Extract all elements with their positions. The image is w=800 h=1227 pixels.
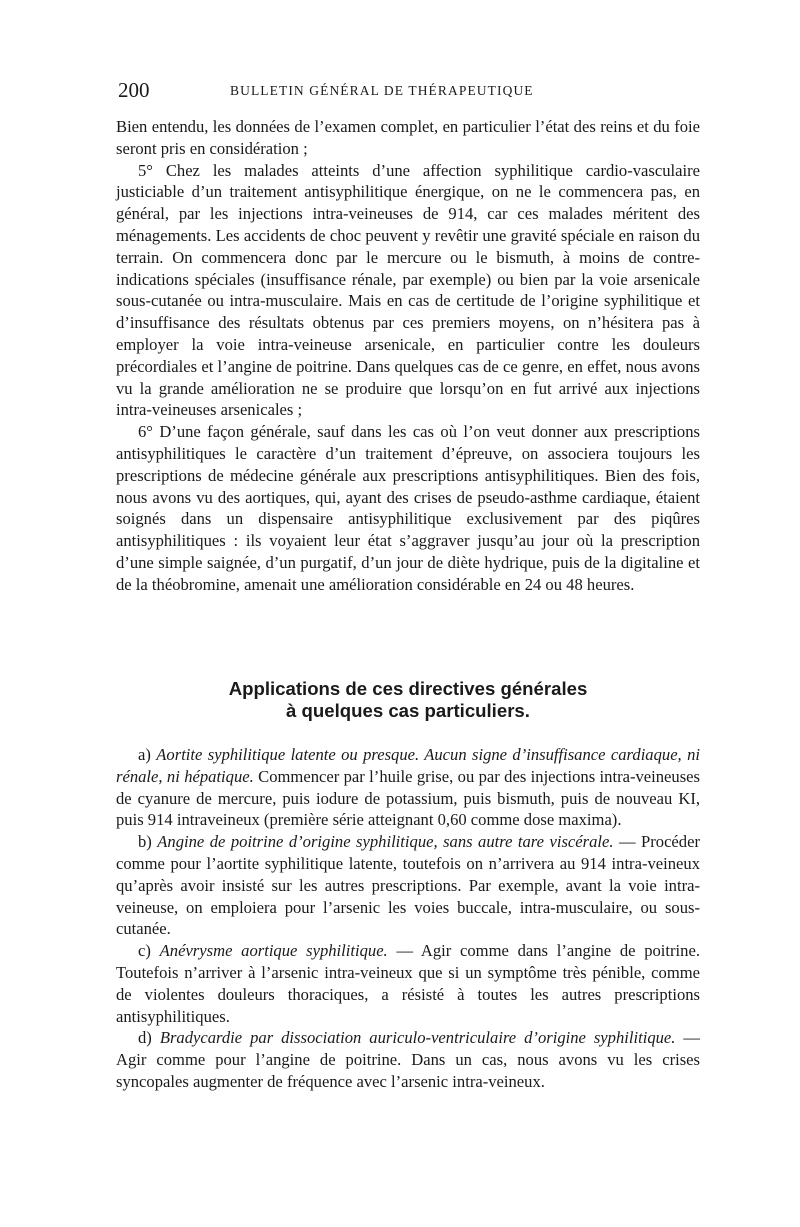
case-marker: c) [138, 941, 151, 961]
case-text: — Agir comme pour l’angine de poitrine. Dans un cas, nous avons vu les crises syncopales augmenter de fréquence avec l’arsenic intra-veineux. [116, 1028, 701, 1091]
case-text: Commencer par l’huile grise, ou par des injections intra-veineuses de cyanure de mercure, puis iodure de potassium, puis bismuth, puis de nouveau KI, puis 914 intraveineux (première série atteignant 0,60 comme dose maxima). [116, 766, 700, 830]
running-head [118, 78, 700, 102]
case-d [116, 1027, 700, 1092]
section-heading [116, 678, 700, 722]
case-title: Bradycardie par dissociation auriculo-ventriculaire d’origine syphilitique. [159, 1028, 676, 1048]
case-marker: d) [138, 1028, 152, 1048]
paragraph-point-6: 6° D’une façon générale, sauf dans les cas où l’on veut donner aux prescriptions antisyphilitiques le caractère d’un traitement d’épreuve, on associera toujours les prescriptions de médecine générale aux prescriptions antisyphilitiques. Bien des fois, nous avons vu des aortiques, qui, ayant des crises de pseudo-asthme cardiaque, étaient soignés dans un dispensaire antisyphilitique exclusivement par des piqûres antisyphilitiques : ils voyaient leur état s’aggraver jusqu’au jour où la prescription d’une simple saignée, d’un purgatif, d’un jour de diète hydrique, puis de la digitaline et de la théobromine, amenait une amélioration considérable en 24 ou 48 heures. [116, 422, 700, 594]
case-marker: b) [138, 832, 152, 852]
case-title: Aortite syphilitique latente ou presque. Aucun signe d’insuffisance cardiaque, ni rénale, ni hépatique. [116, 745, 700, 786]
section-heading-line-2: à quelques cas particuliers. [286, 700, 530, 721]
section-heading-line-1: Applications de ces directives générales [228, 678, 588, 699]
case-text: — Procéder comme pour l’aortite syphilitique latente, toutefois on n’arrivera au 914 intra-veineux qu’après avoir insisté sur les autres prescriptions. Par exemple, avant la voie intra-veineuse, on emploiera pour l’arsenic les voies buccale, intra-musculaire, ou sous-cutanée. [116, 832, 700, 939]
journal-title: BULLETIN GÉNÉRAL DE THÉRAPEUTIQUE [230, 83, 534, 98]
page-number: 200 [118, 78, 150, 102]
body-text-top [116, 116, 700, 596]
body-text-cases [116, 744, 700, 1093]
case-a [116, 744, 700, 831]
paragraph-point-5: 5° Chez les malades atteints d’une affection syphilitique cardio-vasculaire justiciable d’un traitement antisyphilitique énergique, on ne le commencera pas, en général, par les injections intra-veineuses de 914, car ces malades méritent des ménagements. Les accidents de choc peuvent y revêtir une gravité spéciale en raison du terrain. On commencera donc par le mercure ou le bismuth, à moins de contre-indications spéciales (insuffisance rénale, par exemple) ou bien par la voie arsenicale sous-cutanée ou intra-musculaire. Mais en cas de certitude de l’origine syphilitique et d’insuffisance des résultats obtenus par ces premiers moyens, on n’hésitera pas à employer la voie intra-veineuse arsenicale, en particulier contre les douleurs précordiales et l’angine de poitrine. Dans quelques cas de ce genre, en effet, nous avons vu la grande amélioration ne se produire que lorsqu’on en fut arrivé aux injections intra-veineuses arsenicales ; [116, 160, 700, 420]
case-title: Anévrysme aortique syphilitique. [159, 941, 388, 961]
case-c [116, 940, 700, 1027]
case-text: — Agir comme dans l’angine de poitrine. Toutefois n’arriver à l’arsenic intra-veineux que si un symptôme très pénible, comme de violentes douleurs thoraciques, a résisté à toutes les autres prescriptions antisyphilitiques. [116, 941, 700, 1026]
paragraph-intro: Bien entendu, les données de l’examen complet, en particulier l’état des reins et du foie seront pris en considération ; [116, 117, 700, 158]
case-b [116, 831, 700, 940]
case-title: Angine de poitrine d’origine syphilitique, sans autre tare viscérale. [157, 832, 614, 852]
case-marker: a) [138, 745, 151, 764]
